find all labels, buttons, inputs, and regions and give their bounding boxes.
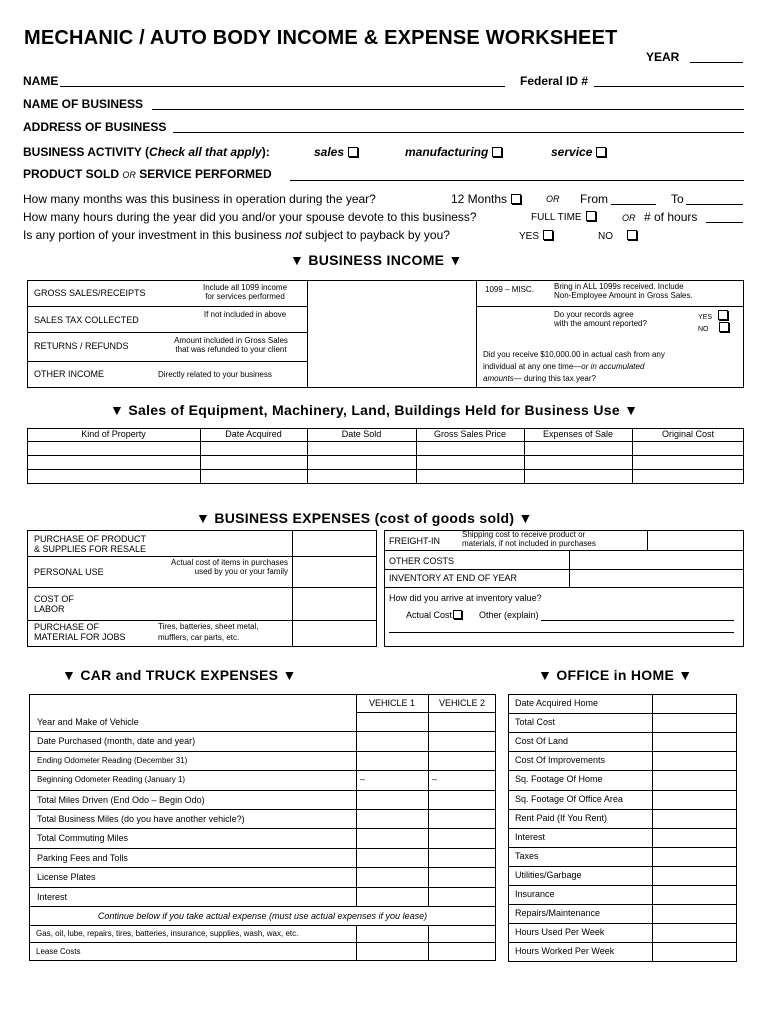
office-row-field[interactable]	[653, 886, 736, 904]
car-row-label: Year and Make of Vehicle	[37, 717, 139, 727]
car-row-v2-field[interactable]	[429, 829, 495, 847]
records-yes-checkbox[interactable]	[718, 310, 728, 320]
office-row-label: Rent Paid (If You Rent)	[515, 813, 608, 823]
office-row-field[interactable]	[653, 943, 736, 961]
odometer-dash: –	[432, 774, 438, 784]
office-row-field[interactable]	[653, 867, 736, 885]
car-row-v1-field[interactable]	[357, 849, 427, 867]
car-row-v2-field[interactable]	[429, 868, 495, 886]
office-row-label: Hours Used Per Week	[515, 927, 605, 937]
car-row-v1-field[interactable]	[357, 732, 427, 750]
other-costs-label: OTHER COSTS	[389, 556, 455, 566]
page-title: MECHANIC / AUTO BODY INCOME & EXPENSE WORKSHEET	[24, 27, 618, 49]
inventory-end-label: INVENTORY AT END OF YEAR	[389, 573, 518, 583]
car-row-v2-field[interactable]	[429, 849, 495, 867]
federal-id-label: Federal ID #	[520, 74, 589, 88]
product-service-label: PRODUCT SOLD OR SERVICE PERFORMED	[23, 167, 272, 181]
other-income-note: Directly related to your business	[158, 370, 272, 379]
purchase-material-label: PURCHASE OF MATERIAL FOR JOBS	[34, 622, 126, 642]
office-row-label: Interest	[515, 832, 546, 842]
or-text: OR	[546, 194, 560, 204]
records-no: NO	[698, 322, 729, 333]
other-income-label: OTHER INCOME	[34, 369, 105, 379]
car-row-v1-field[interactable]	[357, 771, 427, 789]
name-field[interactable]	[60, 86, 505, 87]
manufacturing-checkbox[interactable]	[492, 147, 502, 157]
cost-of-labor-label: COST OF LABOR	[34, 594, 74, 614]
col-original-cost: Original Cost	[661, 429, 715, 439]
sales-tax-label: SALES TAX COLLECTED	[34, 315, 139, 325]
investment-question: Is any portion of your investment in this business not subject to payback by you?	[23, 228, 450, 242]
gross-sales-label: GROSS SALES/RECEIPTS	[34, 288, 146, 298]
car-row-v1-field[interactable]	[357, 888, 427, 906]
sales-equipment-heading: ▼ Sales of Equipment, Machinery, Land, Buildings Held for Business Use ▼	[110, 402, 639, 418]
full-time-option: FULL TIME	[531, 211, 596, 223]
col-expenses-of-sale: Expenses of Sale	[542, 429, 614, 439]
car-row-v1-field[interactable]	[357, 752, 427, 770]
activity-sales: sales	[314, 145, 358, 159]
car-row-label: License Plates	[37, 872, 96, 882]
car-row-v1-field[interactable]	[357, 829, 427, 847]
office-row-label: Sq. Footage Of Home	[515, 774, 603, 784]
office-row-label: Repairs/Maintenance	[515, 908, 601, 918]
car-row-v1-field[interactable]	[357, 791, 427, 809]
investment-yes-checkbox[interactable]	[543, 230, 553, 240]
car-row-v2-field[interactable]	[429, 771, 495, 789]
sales-tax-note: If not included in above	[203, 310, 287, 319]
car-row-label: Ending Odometer Reading (December 31)	[37, 756, 188, 765]
business-name-label: NAME OF BUSINESS	[23, 97, 144, 111]
office-row-field[interactable]	[653, 905, 736, 923]
misc-1099-label: 1099 – MISC.	[485, 285, 534, 294]
car-row-v2-field[interactable]	[429, 713, 495, 731]
other-explain-field[interactable]	[541, 620, 734, 621]
to-label: To	[671, 192, 684, 206]
actual-cost-option: Actual Cost	[406, 610, 462, 620]
cost-of-labor-amount-field[interactable]	[293, 588, 376, 620]
col-date-sold: Date Sold	[341, 429, 382, 439]
year-field[interactable]	[690, 62, 743, 63]
purchase-product-amount-field[interactable]	[293, 531, 376, 556]
car-row-v1-field[interactable]	[357, 810, 427, 828]
activity-service: service	[551, 145, 606, 159]
service-checkbox[interactable]	[596, 147, 606, 157]
gross-sales-note: Include all 1099 income for services performed	[202, 283, 288, 301]
other-explain-label: Other (explain)	[479, 610, 539, 620]
business-activity-label: BUSINESS ACTIVITY (Check all that apply):	[23, 145, 270, 159]
to-field[interactable]	[686, 204, 743, 205]
office-row-label: Cost Of Improvements	[515, 755, 606, 765]
purchase-product-label: PURCHASE OF PRODUCT & SUPPLIES FOR RESALE	[34, 534, 147, 554]
office-row-field[interactable]	[653, 752, 736, 770]
continue-note: Continue below if you take actual expense (must use actual expenses if you lease)	[97, 911, 428, 921]
col-gross-sales-price: Gross Sales Price	[433, 429, 507, 439]
business-expenses-heading: ▼ BUSINESS EXPENSES (cost of goods sold) ▼	[196, 510, 533, 526]
car-row-label: Interest	[37, 892, 68, 902]
office-row-field[interactable]	[653, 733, 736, 751]
office-home-heading: ▼ OFFICE in HOME ▼	[538, 667, 693, 683]
investment-no: NO	[598, 230, 637, 242]
full-time-checkbox[interactable]	[586, 211, 596, 221]
num-hours-field[interactable]	[706, 222, 743, 223]
purchase-material-note: Tires, batteries, sheet metal, mufflers, car parts, etc.	[158, 622, 259, 642]
actual-cost-checkbox[interactable]	[453, 610, 462, 619]
or-text-2: OR	[622, 213, 636, 223]
records-yes: YES	[698, 310, 728, 321]
office-row-field[interactable]	[653, 829, 736, 847]
office-row-label: Date Acquired Home	[515, 698, 599, 708]
car-row-v1-field[interactable]	[357, 713, 427, 731]
product-service-field[interactable]	[290, 180, 744, 181]
car-row-label: Total Miles Driven (End Odo – Begin Odo)	[37, 795, 205, 805]
office-row-label: Insurance	[515, 889, 555, 899]
returns-refunds-label: RETURNS / REFUNDS	[34, 341, 129, 351]
office-row-field[interactable]	[653, 695, 736, 713]
office-row-field[interactable]	[653, 924, 736, 942]
misc-1099-note: Bring in ALL 1099s received. Include Non-Employee Amount in Gross Sales.	[554, 282, 693, 300]
records-no-checkbox[interactable]	[719, 322, 729, 332]
freight-in-amount-field[interactable]	[648, 531, 743, 550]
num-hours-label: # of hours	[644, 210, 698, 224]
car-row-v2-field[interactable]	[429, 752, 495, 770]
car-row-v2-field[interactable]	[429, 888, 495, 906]
office-row-field[interactable]	[653, 791, 736, 809]
car-row-label: Total Commuting Miles	[37, 833, 129, 843]
car-row-v2-field[interactable]	[429, 732, 495, 750]
office-row-field[interactable]	[653, 771, 736, 789]
other-income-amount-field[interactable]	[309, 362, 475, 387]
office-row-label: Hours Worked Per Week	[515, 946, 615, 956]
office-row-label: Total Cost	[515, 717, 556, 727]
business-income-heading: ▼ BUSINESS INCOME ▼	[290, 252, 463, 268]
car-row-v2-field[interactable]	[429, 810, 495, 828]
business-address-field[interactable]	[173, 132, 744, 133]
car-row-label: Date Purchased (month, date and year)	[37, 736, 196, 746]
business-name-field[interactable]	[152, 109, 744, 110]
gas-oil-row: Gas, oil, lube, repairs, tires, batteries, insurance, supplies, wash, wax, etc.	[36, 929, 299, 938]
personal-use-amount-field[interactable]	[293, 557, 376, 587]
odometer-dash: –	[360, 774, 366, 784]
name-label: NAME	[23, 74, 59, 88]
car-row-label: Beginning Odometer Reading (January 1)	[37, 775, 186, 784]
from-field[interactable]	[611, 204, 656, 205]
car-row-v1-field[interactable]	[357, 868, 427, 886]
twelve-months-option: 12 Months	[451, 192, 521, 206]
inventory-end-amount-field[interactable]	[570, 570, 743, 587]
from-label: From	[580, 192, 608, 206]
office-row-label: Sq. Footage Of Office Area	[515, 794, 623, 804]
investment-yes: YES	[519, 230, 553, 242]
federal-id-field[interactable]	[594, 86, 744, 87]
purchase-material-amount-field[interactable]	[293, 621, 376, 646]
cash-question: Did you receive $10,000.00 in actual cash from any individual at any one time—or in accumulated amounts— during this tax year?	[483, 350, 665, 383]
other-costs-amount-field[interactable]	[570, 551, 743, 569]
months-question: How many months was this business in operation during the year?	[23, 192, 376, 206]
returns-refunds-note: Amount included in Gross Sales that was refunded to your client	[174, 336, 288, 354]
personal-use-note: Actual cost of items in purchases used by you or your family	[171, 558, 288, 576]
twelve-months-checkbox[interactable]	[511, 194, 521, 204]
office-row-label: Taxes	[515, 851, 539, 861]
investment-no-checkbox[interactable]	[627, 230, 637, 240]
office-row-field[interactable]	[653, 810, 736, 828]
car-row-label: Total Business Miles (do you have another vehicle?)	[37, 814, 245, 824]
other-explain-field-2[interactable]	[389, 632, 734, 633]
car-row-label: Parking Fees and Tolls	[37, 853, 128, 863]
office-row-label: Utilities/Garbage	[515, 870, 582, 880]
lease-costs-row: Lease Costs	[36, 947, 81, 956]
freight-in-note: Shipping cost to receive product or materials, if not included in purchases	[462, 530, 596, 548]
office-row-field[interactable]	[653, 714, 736, 732]
business-address-label: ADDRESS OF BUSINESS	[23, 120, 167, 134]
inventory-value-question: How did you arrive at inventory value?	[389, 593, 542, 603]
sales-tax-amount-field[interactable]	[309, 307, 475, 332]
car-row-v2-field[interactable]	[429, 791, 495, 809]
returns-amount-field[interactable]	[309, 333, 475, 361]
car-truck-heading: ▼ CAR and TRUCK EXPENSES ▼	[62, 667, 297, 683]
col-date-acquired: Date Acquired	[225, 429, 282, 439]
vehicle-2-header: VEHICLE 2	[438, 698, 486, 708]
office-row-label: Cost Of Land	[515, 736, 569, 746]
hours-question: How many hours during the year did you and/or your spouse devote to this business?	[23, 210, 477, 224]
office-row-field[interactable]	[653, 848, 736, 866]
personal-use-label: PERSONAL USE	[34, 567, 104, 577]
col-kind-of-property: Kind of Property	[81, 429, 146, 439]
records-agree-question: Do your records agree with the amount reported?	[554, 310, 647, 328]
vehicle-1-header: VEHICLE 1	[368, 698, 416, 708]
freight-in-label: FREIGHT-IN	[389, 536, 440, 546]
sales-checkbox[interactable]	[348, 147, 358, 157]
gross-sales-amount-field[interactable]	[309, 281, 475, 306]
year-label: YEAR	[646, 50, 680, 64]
activity-manufacturing: manufacturing	[405, 145, 502, 159]
